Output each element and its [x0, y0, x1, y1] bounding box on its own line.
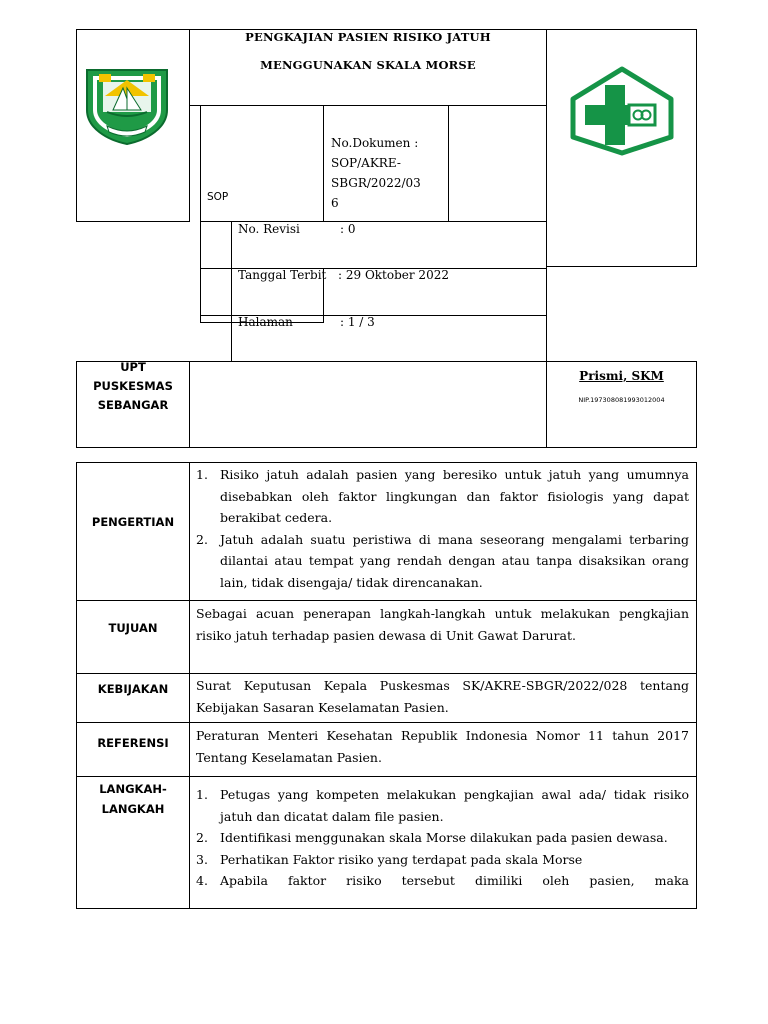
list-item: 1. Risiko jatuh adalah pasien yang beresiko untuk jatuh yang umumnya disebabkan oleh faktor lingkungan dan faktor fisiologis yang dapat berakibat cedera.	[196, 467, 689, 525]
referensi-text: Peraturan Menteri Kesehatan Republik Indonesia Nomor 11 tahun 2017 Tentang Keselamatan Pasien.	[196, 728, 689, 765]
list-item: 3. Perhatikan Faktor risiko yang terdapat pada skala Morse	[196, 851, 583, 867]
tujuan-text: Sebagai acuan penerapan langkah-langkah untuk melakukan pengkajian risiko jatuh terhadap pasien dewasa di Unit Gawat Darurat.	[196, 606, 689, 643]
section-label-tujuan: TUJUAN	[108, 621, 158, 635]
sop-label: SOP	[207, 191, 229, 203]
issue-date-label: Tanggal Terbit	[238, 268, 327, 282]
facility-name: UPT PUSKESMAS SEBANGAR	[93, 360, 173, 412]
list-item: 1. Petugas yang kompeten melakukan pengkajian awal ada/ tidak risiko jatuh dan dicatat dalam file pasien.	[196, 787, 689, 824]
signatory-name: Prismi, SKM	[579, 369, 664, 383]
section-label-referensi: REFERENSI	[97, 736, 169, 750]
langkah-list	[196, 784, 689, 890]
page-value: : 1 / 3	[340, 315, 375, 329]
signatory-nip: NIP.197308081993012004	[578, 396, 665, 404]
kebijakan-text: Surat Keputusan Kepala Puskesmas SK/AKRE-SBGR/2022/028 tentang Kebijakan Sasaran Keselamatan Pasien.	[196, 678, 689, 715]
page-label: Halaman	[238, 315, 293, 329]
issue-date-value: : 29 Oktober 2022	[338, 268, 449, 282]
pengertian-list	[196, 464, 689, 593]
regional-logo	[83, 66, 171, 146]
list-item: 2. Identifikasi menggunakan skala Morse dilakukan pada pasien dewasa.	[196, 830, 668, 845]
health-cross-logo	[569, 65, 675, 157]
section-label-langkah: LANGKAH- LANGKAH	[99, 782, 167, 816]
revision-value: : 0	[340, 222, 356, 236]
section-label-kebijakan: KEBIJAKAN	[97, 682, 169, 696]
document-title-line1: PENGKAJIAN PASIEN RISIKO JATUH	[245, 30, 491, 44]
list-item: 4. Apabila faktor risiko tersebut dimiliki oleh pasien, maka	[196, 873, 689, 888]
list-item: 2. Jatuh adalah suatu peristiwa di mana seseorang mengalami terbaring dilantai atau tempat yang rendah dengan atau tanpa disaksikan orang lain, tidak disengaja/ tidak direncanakan.	[196, 531, 689, 590]
document-title-line2: MENGGUNAKAN SKALA MORSE	[260, 58, 476, 72]
revision-label: No. Revisi	[238, 222, 300, 236]
document-number: No.Dokumen : SOP/AKRE- SBGR/2022/03 6	[331, 136, 421, 210]
section-label-pengertian: PENGERTIAN	[91, 515, 175, 529]
